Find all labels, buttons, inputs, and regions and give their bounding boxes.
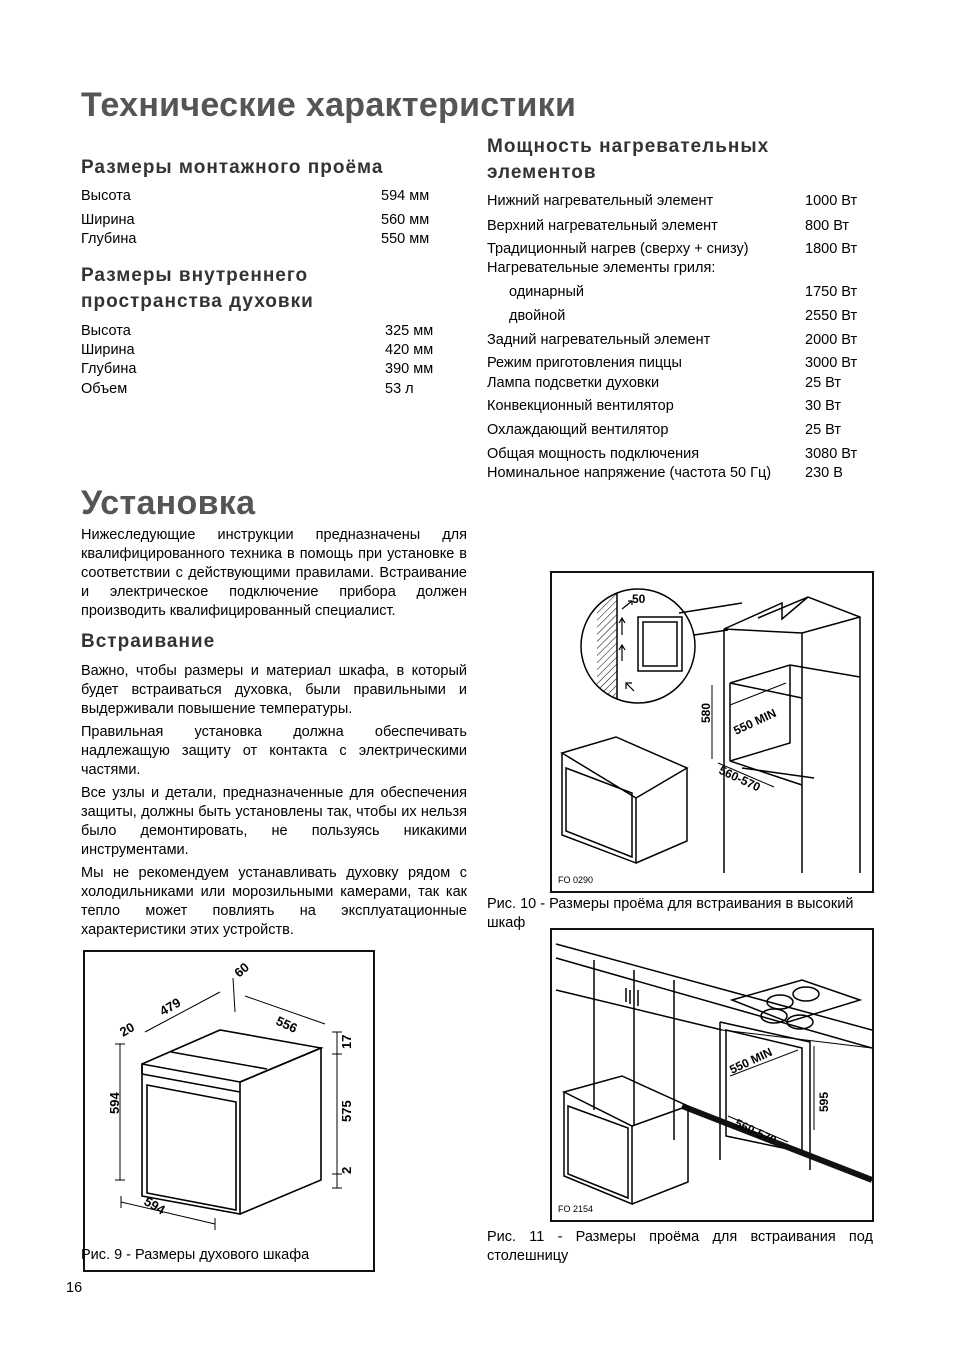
power-heading-line1: Мощность нагревательных [487,136,770,157]
dim-595: 595 [817,1091,831,1112]
row-label: Задний нагревательный элемент [487,332,711,348]
dim-550-min: 550 MIN [731,705,779,738]
row-label: Высота [81,323,131,339]
table-row [81,380,414,399]
row-label: Традиционный нагрев (сверху + снизу) [487,241,749,257]
dim-50: 50 [632,592,646,606]
row-value: 594 мм [381,188,430,204]
table-row [487,421,841,440]
row-label: Охлаждающий вентилятор [487,422,669,438]
builtin-paragraph-2: Правильная установка должна обеспечивать надлежащую защиту от контакта с электрическими частями. [81,724,467,778]
dim-17: 17 [339,1034,354,1049]
row-value: 2000 Вт [805,332,858,348]
dim-580: 580 [699,702,713,723]
row-label: Номинальное напряжение (частота 50 Гц) [487,465,772,481]
row-label: Нагревательные элементы гриля: [487,260,716,276]
row-value: 1000 Вт [805,193,858,209]
table-row [81,187,430,206]
row-value: 25 Вт [805,375,841,391]
row-value: 1750 Вт [805,284,858,300]
table-row [509,307,858,326]
builtin-text [81,662,467,944]
power-heading-line2: элементов [487,162,597,183]
mount-heading: Размеры монтажного проёма [81,157,384,178]
figure-9-caption: Рис. 9 - Размеры духового шкафа [81,1247,310,1263]
row-label: Режим приготовления пиццы [487,355,682,371]
table-row [81,360,434,379]
row-label: Конвекционный вентилятор [487,398,674,414]
inner-heading-line1: Размеры внутреннего [81,265,309,286]
table-row [487,374,841,393]
figure-11 [550,928,874,1222]
inner-heading-line2: пространства духовки [81,291,314,312]
row-label: Глубина [81,231,137,247]
row-value: 550 мм [381,231,430,247]
table-row [487,331,858,350]
intro-paragraph [81,526,467,625]
row-value: 3080 Вт [805,446,858,462]
row-label: Лампа подсветки духовки [487,375,660,391]
table-row [487,397,841,416]
row-label: двойной [509,308,566,324]
row-value: 53 л [385,381,414,397]
figure-code: FO 0290 [558,875,594,885]
tall-cabinet-drawing [552,573,872,891]
dim-575: 575 [339,1100,354,1122]
figure-11-caption: Рис. 11 - Размеры проёма для встраивания под столешницу [487,1229,873,1264]
row-value: 230 В [805,465,843,481]
row-label: Высота [81,188,131,204]
row-label: Объем [81,381,128,397]
figure-10-caption: Рис. 10 - Размеры проёма для встраивания в высокий шкаф [487,896,854,931]
under-counter-drawing [552,930,872,1220]
row-value: 390 мм [385,361,434,377]
row-label: Общая мощность подключения [487,446,700,462]
oven-dimensions-drawing [85,952,373,1270]
table-row [81,211,430,230]
row-label: одинарный [509,284,584,300]
table-row [487,217,850,236]
row-label: Нижний нагревательный элемент [487,193,714,209]
table-row [81,341,434,360]
dim-594-horizontal: 594 [141,1193,168,1218]
figure-code: FO 2154 [558,1204,594,1214]
dim-594-vertical: 594 [107,1092,122,1114]
power-heading [487,134,769,186]
table-row [487,240,858,259]
builtin-paragraph-4: Мы не рекомендуем устанавливать духовку рядом с холодильниками или морозильными камерами, так как тепло может повлиять на эксплуатационные характеристики этих устройств. [81,865,467,938]
dim-60: 60 [231,959,253,981]
row-value: 25 Вт [805,422,841,438]
table-row [487,259,715,278]
row-value: 2550 Вт [805,308,858,324]
row-value: 420 мм [385,342,434,358]
table-row [487,464,843,483]
figure-10 [550,571,874,893]
page-number: 16 [66,1280,83,1296]
builtin-paragraph-1: Важно, чтобы размеры и материал шкафа, в который будет встраиваться духовка, были правильными и выдерживали повышение температуры. [81,663,467,717]
row-value: 560 мм [381,212,430,228]
row-value: 30 Вт [805,398,841,414]
table-row [487,445,858,464]
row-label: Ширина [81,342,135,358]
row-label: Ширина [81,212,135,228]
row-value: 1800 Вт [805,241,858,257]
dim-550-min: 550 MIN [727,1044,775,1077]
row-value: 325 мм [385,323,434,339]
dim-479: 479 [157,994,184,1019]
table-row [81,322,434,341]
row-value: 3000 Вт [805,355,858,371]
dim-560-570: 560-570 [716,763,763,795]
title-specs: Технические характеристики [81,86,577,124]
dim-2: 2 [339,1166,354,1174]
table-row [509,283,858,302]
row-label: Глубина [81,361,137,377]
row-label: Верхний нагревательный элемент [487,218,718,234]
figure-9 [83,950,375,1272]
dim-556: 556 [273,1013,300,1036]
intro-text: Нижеследующие инструкции предназначены для квалифицированного техника в помощь при установке в соответствии с действующими правилами. Встраивание и электрическое подключение прибора должен производить квалифицированный специалист. [81,527,467,619]
title-install: Установка [81,484,256,522]
table-row [487,354,858,373]
inner-heading [81,263,314,315]
table-row [487,192,858,211]
builtin-paragraph-3: Все узлы и детали, предназначенные для обеспечения защиты, должны быть установлены так, чтобы их нельзя было демонтировать, не пользуясь никакими инструментами. [81,785,467,858]
dim-20: 20 [117,1019,138,1040]
table-row [81,230,430,249]
builtin-heading: Встраивание [81,631,216,652]
dim-560-570: 560-570 [732,1116,779,1148]
row-value: 800 Вт [805,218,850,234]
